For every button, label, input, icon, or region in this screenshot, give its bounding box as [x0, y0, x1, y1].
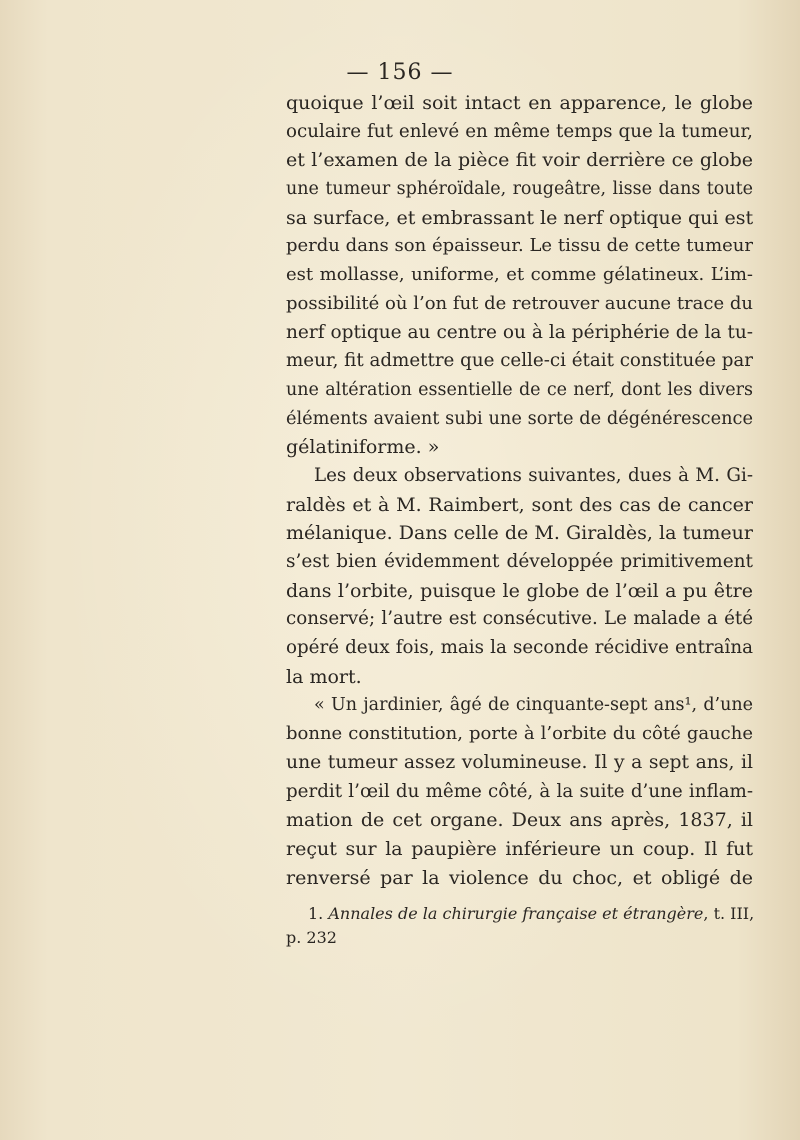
text-line: une tumeur sphéroïdale, rougeâtre, lisse dans toute: [286, 179, 753, 200]
text-line: oculaire fut enlevé en même temps que la tumeur,: [286, 120, 753, 142]
text-line: quoique l’œil soit intact en apparence, le globe: [286, 92, 753, 114]
footnote-journal-title: Annales de la chirurgie française et étrangère: [328, 904, 704, 923]
footnote-page: p. 232: [286, 928, 337, 947]
text-line: « Un jardinier, âgé de cinquante-sept ans¹, d’une: [314, 695, 753, 716]
text-line: opéré deux fois, mais la seconde récidive entraîna: [286, 637, 753, 659]
text-line: mélanique. Dans celle de M. Giraldès, la tumeur: [286, 522, 753, 545]
text-line: reçut sur la paupière inférieure un coup. Il fut: [286, 837, 753, 860]
text-line: et l’examen de la pièce fit voir derrière ce globe: [286, 149, 753, 172]
text-line: est mollasse, uniforme, et comme gélatineux. L’im-: [286, 264, 753, 286]
text-line: une altération essentielle de ce nerf, dont les divers: [286, 379, 753, 400]
text-line: bonne constitution, porte à l’orbite du côté gauche: [286, 723, 753, 745]
text-line: perdu dans son épaisseur. Le tissu de cette tumeur: [286, 235, 753, 257]
text-line: nerf optique au centre ou à la périphérie de la tu-: [286, 321, 753, 343]
text-line: possibilité où l’on fut de retrouver aucune trace du: [286, 292, 753, 314]
footnote-volume: , t. III,: [703, 904, 755, 923]
text-line: Les deux observations suivantes, dues à M. Gi-: [314, 464, 753, 486]
text-line: la mort.: [286, 665, 362, 688]
body-text: [286, 89, 753, 892]
text-line: mation de cet organe. Deux ans après, 1837, il: [286, 809, 753, 832]
text-line: renversé par la violence du choc, et obligé de: [286, 866, 753, 889]
text-line: raldès et à M. Raimbert, sont des cas de cancer: [286, 493, 753, 516]
text-line: s’est bien évidemment développée primitivement: [286, 551, 753, 572]
page-number: — 156 —: [346, 60, 454, 85]
text-line: dans l’orbite, puisque le globe de l’œil a pu être: [286, 579, 753, 602]
text-line: perdit l’œil du même côté, à la suite d’une inflam-: [286, 780, 753, 802]
text-line: sa surface, et embrassant le nerf optique qui est: [286, 206, 753, 229]
footnote-line: [286, 902, 753, 926]
text-line: conservé; l’autre est consécutive. Le malade a été: [286, 608, 753, 630]
text-line: gélatiniforme. »: [286, 436, 440, 459]
text-line: meur, fit admettre que celle-ci était constituée par: [286, 350, 753, 372]
footnote: [286, 902, 753, 950]
text-line: une tumeur assez volumineuse. Il y a sept ans, il: [286, 751, 753, 773]
text-line: éléments avaient subi une sorte de dégénérescence: [286, 408, 753, 429]
footnote-number: 1.: [308, 904, 324, 923]
